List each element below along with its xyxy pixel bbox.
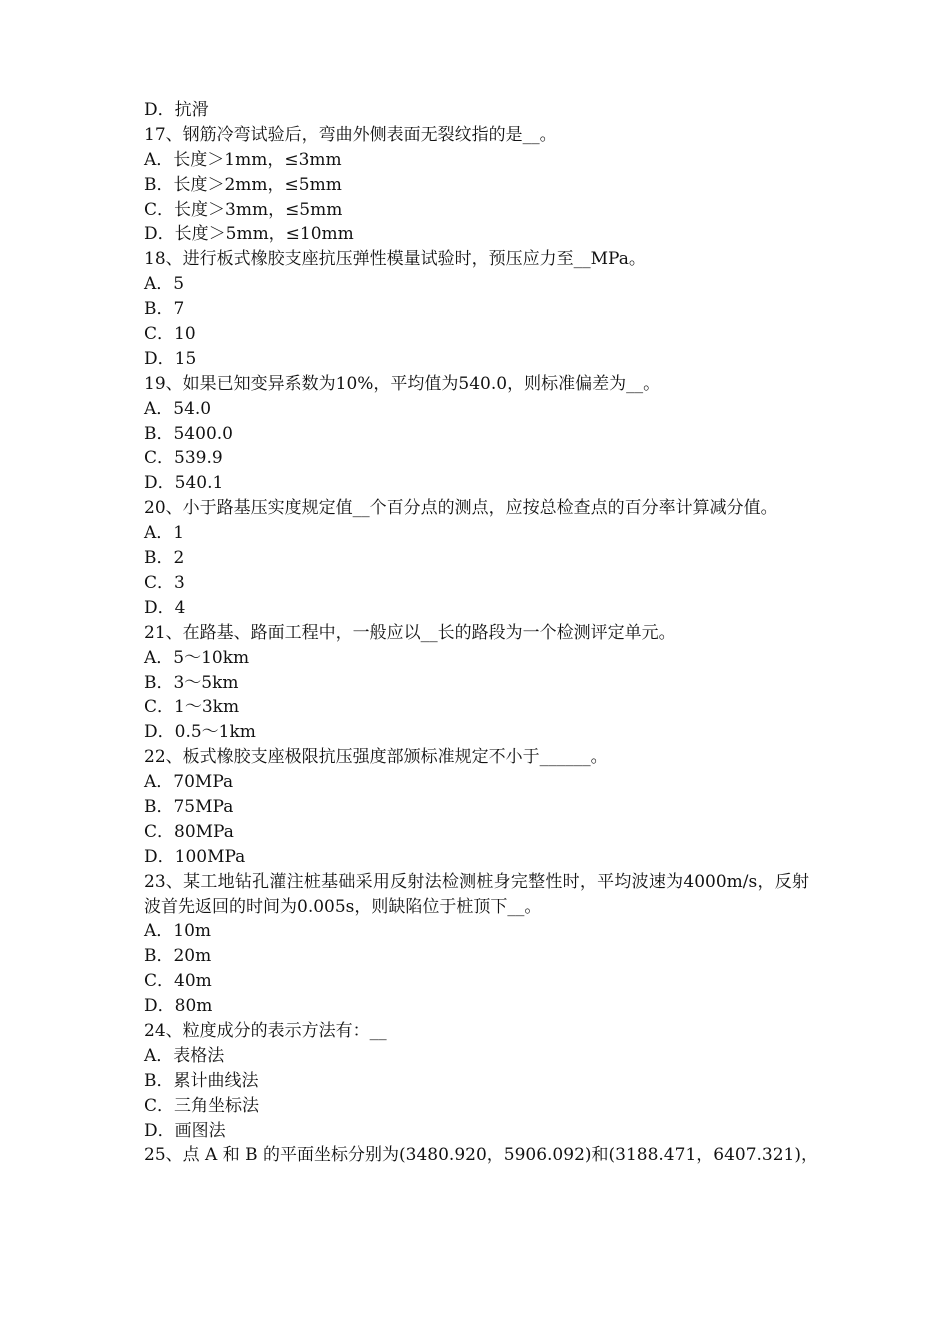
- option-line: A．54.0: [144, 398, 212, 419]
- option-line: A．10m: [144, 921, 212, 942]
- option-line: B．5400.0: [144, 423, 233, 444]
- option-line: A．表格法: [144, 1045, 225, 1066]
- option-line: B．长度＞2mm，≤5mm: [144, 174, 342, 195]
- question-21: 21、在路基、路面工程中，一般应以__长的路段为一个检测评定单元。: [144, 622, 676, 643]
- option-line: C．3: [144, 572, 185, 593]
- question-22: 22、板式橡胶支座极限抗压强度部颁标准规定不小于______。: [144, 747, 608, 768]
- option-line: C．三角坐标法: [144, 1095, 260, 1116]
- option-line: D．长度＞5mm，≤10mm: [144, 224, 354, 245]
- option-line: D．15: [144, 348, 197, 369]
- option-line: C．80MPa: [144, 821, 234, 842]
- option-line: D．4: [144, 597, 186, 618]
- option-line: B．累计曲线法: [144, 1070, 259, 1091]
- option-line: D．抗滑: [144, 100, 209, 120]
- option-line: C．1～3km: [144, 697, 240, 718]
- option-line: C．长度＞3mm，≤5mm: [144, 199, 343, 220]
- option-line: D．80m: [144, 996, 213, 1017]
- option-line: D．0.5～1km: [144, 722, 256, 743]
- option-line: B．7: [144, 299, 185, 320]
- question-24: 24、粒度成分的表示方法有：__: [144, 1021, 387, 1041]
- option-line: D．画图法: [144, 1120, 226, 1141]
- option-line: B．20m: [144, 946, 212, 967]
- option-line: A．70MPa: [144, 772, 234, 793]
- option-line: C．40m: [144, 971, 212, 992]
- option-line: B．75MPa: [144, 796, 234, 817]
- question-18: 18、进行板式橡胶支座抗压弹性模量试验时，预压应力至__MPa。: [144, 249, 646, 270]
- option-line: A．1: [144, 523, 185, 544]
- question-20: 20、小于路基压实度规定值__个百分点的测点，应按总检查点的百分率计算减分值。: [144, 498, 778, 519]
- option-line: D．540.1: [144, 473, 224, 494]
- question-text: [144, 98, 819, 1168]
- option-line: A．长度＞1mm，≤3mm: [144, 149, 342, 170]
- option-line: C．539.9: [144, 448, 223, 469]
- option-line: A．5～10km: [144, 647, 250, 668]
- question-23: 23、某工地钻孔灌注桩基础采用反射法检测桩身完整性时，平均波速为4000m/s，反射波首先返回的时间为0.005s，则缺陷位于桩顶下__。: [144, 871, 809, 917]
- option-line: A．5: [144, 274, 185, 295]
- option-line: B．2: [144, 548, 185, 569]
- option-line: B．3～5km: [144, 672, 239, 693]
- question-25: 25、点 A 和 B 的平面坐标分别为(3480.920，5906.092)和(3188.471，6407.321)，: [144, 1145, 819, 1166]
- option-line: D．100MPa: [144, 846, 246, 867]
- question-17: 17、钢筋冷弯试验后，弯曲外侧表面无裂纹指的是__。: [144, 124, 557, 145]
- option-line: C．10: [144, 324, 196, 345]
- question-19: 19、如果已知变异系数为10%，平均值为540.0，则标准偏差为__。: [144, 373, 661, 394]
